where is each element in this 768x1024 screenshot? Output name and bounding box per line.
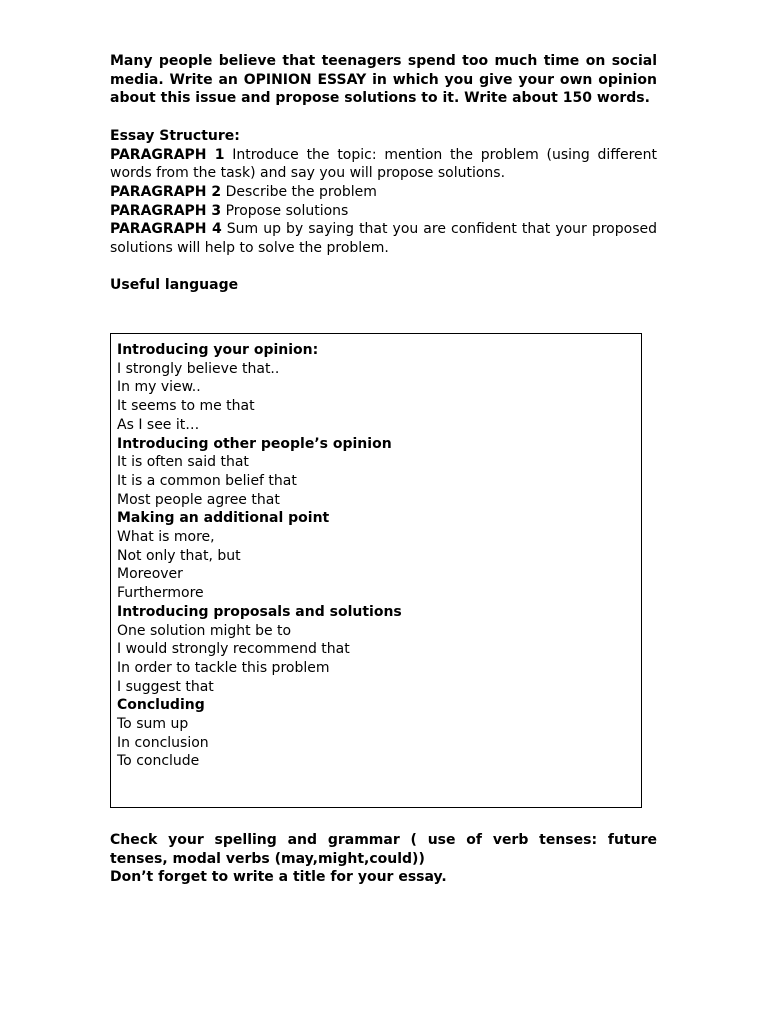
section-title-additional-point: Making an additional point: [117, 510, 330, 527]
phrase-item: As I see it…: [117, 416, 200, 433]
spacer: [110, 108, 657, 127]
phrase-item: Most people agree that: [117, 491, 280, 508]
phrase-item: It seems to me that: [117, 398, 255, 415]
phrase-item: Not only that, but: [117, 547, 241, 564]
section-title-proposals: Introducing proposals and solutions: [117, 603, 402, 620]
paragraph-1-instruction: [110, 146, 657, 183]
phrase-item: One solution might be to: [117, 622, 292, 639]
paragraph-3-text: Propose solutions: [221, 202, 349, 219]
paragraph-3-label: PARAGRAPH 3: [110, 202, 222, 219]
section-title-other-opinion: Introducing other people’s opinion: [117, 435, 392, 452]
section-title-opinion: Introducing your opinion:: [117, 342, 319, 358]
phrase-item: It is a common belief that: [117, 472, 297, 489]
spacer: [110, 258, 657, 277]
paragraph-4-label: PARAGRAPH 4: [110, 221, 222, 238]
paragraph-1-text: Introduce the topic: mention the problem (using different words from the task) and say you will propose solutions.: [110, 146, 658, 182]
paragraph-4-instruction: [110, 220, 657, 257]
phrase-item: To conclude: [117, 753, 200, 770]
title-reminder: Don’t forget to write a title for your essay.: [110, 869, 447, 886]
paragraph-2-label: PARAGRAPH 2: [110, 183, 222, 200]
paragraph-2-text: Describe the problem: [221, 183, 377, 200]
useful-language-box: [110, 333, 642, 808]
document-page: [110, 52, 657, 295]
phrase-item: To sum up: [117, 716, 189, 733]
footer-reminders: [110, 831, 657, 887]
phrase-item: In conclusion: [117, 734, 209, 751]
phrase-item: What is more,: [117, 529, 215, 546]
paragraph-2-instruction: [110, 183, 657, 202]
phrase-item: I suggest that: [117, 678, 214, 695]
phrase-item: Furthermore: [117, 585, 204, 602]
phrase-item: I would strongly recommend that: [117, 641, 350, 658]
phrase-item: It is often said that: [117, 454, 249, 471]
phrase-item: In my view..: [117, 379, 201, 396]
phrase-item: I strongly believe that..: [117, 360, 280, 377]
task-instructions: Many people believe that teenagers spend too much time on social media. Write an OPINION ESSAY in which you give your own opinion about this issue and propose solutions to it. Write about 150 words.: [110, 53, 657, 107]
essay-structure-heading: Essay Structure:: [110, 127, 240, 144]
paragraph-3-instruction: [110, 202, 657, 221]
paragraph-4-text: Sum up by saying that you are confident that your proposed solutions will help to solve the problem.: [110, 221, 657, 257]
section-title-concluding: Concluding: [117, 697, 205, 714]
phrase-item: In order to tackle this problem: [117, 659, 330, 676]
grammar-reminder: Check your spelling and grammar ( use of verb tenses: future tenses, modal verbs (may,might,could)): [110, 832, 657, 867]
useful-language-heading: Useful language: [110, 277, 239, 294]
phrase-item: Moreover: [117, 566, 183, 583]
paragraph-1-label: PARAGRAPH 1: [110, 146, 225, 163]
